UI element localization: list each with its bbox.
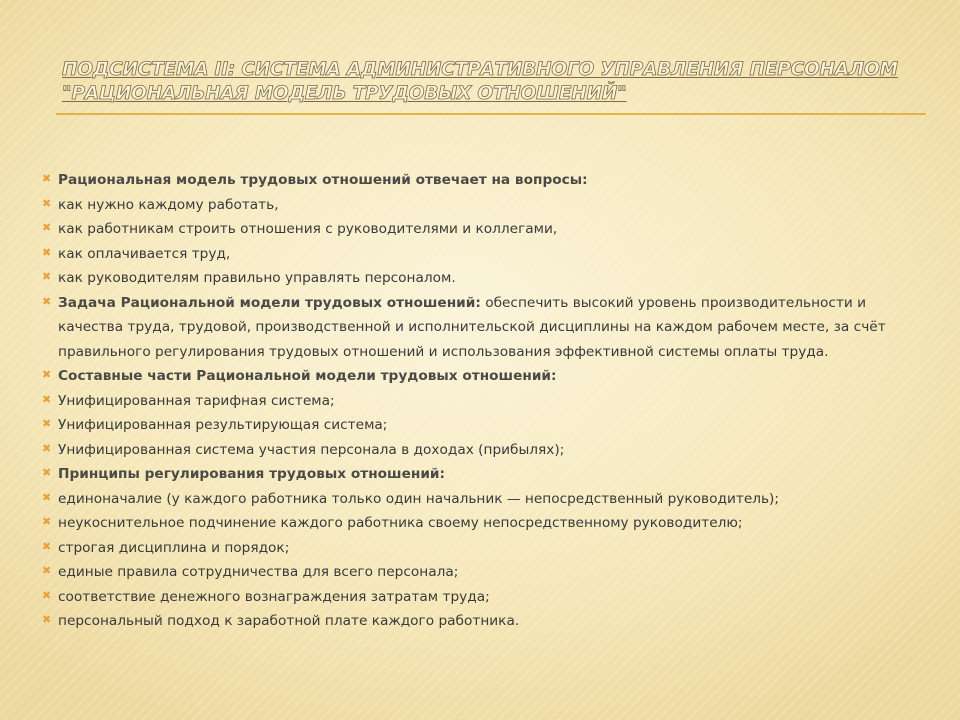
list-item [42, 536, 922, 561]
x-mark-icon: ✖ [42, 613, 52, 626]
list-item [42, 585, 922, 610]
x-mark-icon: ✖ [42, 245, 52, 259]
x-mark-icon: ✖ [42, 368, 52, 381]
x-mark-icon: ✖ [42, 294, 52, 308]
x-mark-icon: ✖ [42, 270, 52, 283]
title-line-1: ПОДСИСТЕМА II: СИСТЕМА АДМИНИСТРАТИВНОГО УПРАВЛЕНИЯ ПЕРСОНАЛОМ [62, 59, 898, 80]
list-item [42, 389, 922, 414]
list-item [42, 168, 922, 193]
list-item [42, 242, 922, 267]
item-lead-text: Составные части Рациональной модели трудовых отношений: [58, 368, 557, 384]
x-mark-icon: ✖ [42, 392, 52, 406]
list-item [42, 291, 922, 365]
item-text: Унифицированная система участия персонала в доходах (прибылях); [58, 441, 565, 458]
x-mark-icon: ✖ [42, 539, 52, 553]
item-text: единоначалие (у каждого работника только один начальник — непосредственный руководитель); [58, 490, 780, 507]
list-item [42, 560, 922, 585]
list-item [42, 217, 922, 242]
item-text: строгая дисциплина и порядок; [58, 539, 290, 556]
item-text: персональный подход к заработной плате каждого работника. [58, 613, 520, 629]
x-mark-icon: ✖ [42, 515, 52, 528]
item-text: единые правила сотрудничества для всего персонала; [58, 564, 459, 580]
x-mark-icon: ✖ [42, 221, 52, 234]
x-mark-icon: ✖ [42, 564, 52, 577]
item-text: соответствие денежного вознаграждения затратам труда; [58, 588, 490, 605]
x-mark-icon: ✖ [42, 490, 52, 504]
item-text: как руководителям правильно управлять персоналом. [58, 270, 456, 286]
x-mark-icon: ✖ [42, 588, 52, 602]
item-text: обеспечить высокий уровень производительности и качества труда, трудовой, производственной и исполнительской дисциплины на каждом рабочем месте, за счёт правильного регулирования трудовых отношений и использования эффективной системы оплаты труда. [58, 294, 886, 360]
item-lead-text: Задача Рациональной модели трудовых отношений: [58, 294, 481, 311]
x-mark-icon: ✖ [42, 196, 52, 210]
item-text: Унифицированная тарифная система; [58, 392, 335, 409]
x-mark-icon: ✖ [42, 441, 52, 455]
x-mark-icon: ✖ [42, 466, 52, 479]
item-text: как нужно каждому работать, [58, 196, 279, 213]
list-item [42, 609, 922, 634]
list-item [42, 413, 922, 438]
list-item [42, 511, 922, 536]
x-mark-icon: ✖ [42, 417, 52, 430]
item-text: неукоснительное подчинение каждого работника своему непосредственному руководителю; [58, 515, 743, 531]
item-text: как оплачивается труд, [58, 245, 231, 262]
content-list [42, 168, 922, 634]
list-item [42, 266, 922, 291]
title-line-2: "РАЦИОНАЛЬНАЯ МОДЕЛЬ ТРУДОВЫХ ОТНОШЕНИЙ" [62, 83, 627, 104]
list-item [42, 364, 922, 389]
item-text: как работникам строить отношения с руководителями и коллегами, [58, 221, 558, 237]
list-item [42, 462, 922, 487]
list-item [42, 487, 922, 512]
title-divider [56, 113, 926, 115]
list-item [42, 438, 922, 463]
x-mark-icon: ✖ [42, 172, 52, 185]
item-lead-text: Рациональная модель трудовых отношений отвечает на вопросы: [58, 172, 588, 188]
item-lead-text: Принципы регулирования трудовых отношений: [58, 466, 445, 482]
slide-title [62, 58, 922, 106]
item-text: Унифицированная результирующая система; [58, 417, 388, 433]
list-item [42, 193, 922, 218]
